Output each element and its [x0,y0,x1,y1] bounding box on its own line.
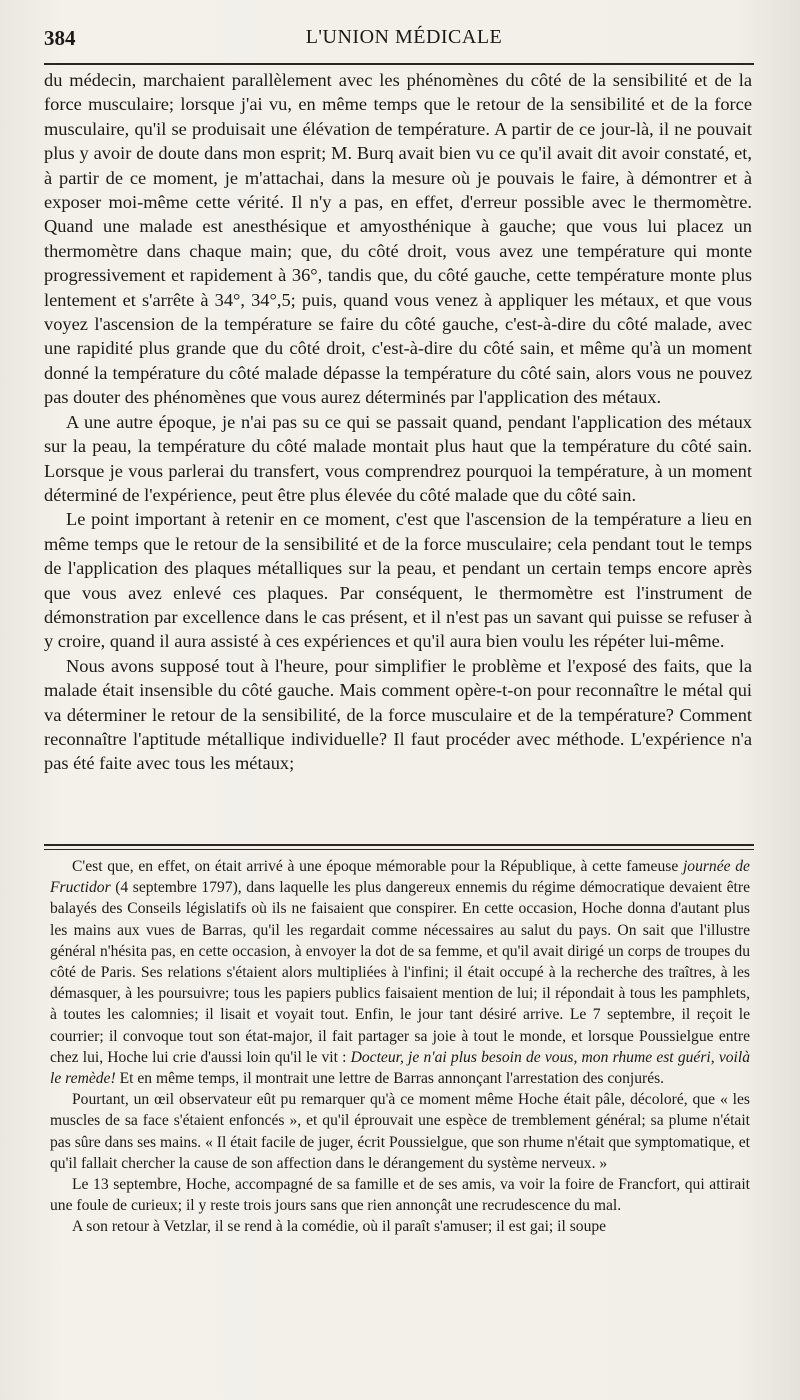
feuilleton-text: C'est que, en effet, on était arrivé à une époque mémorable pour la République, à cette fameuse [72,858,683,875]
feuilleton-italic: Docteur, je n'ai plus besoin de vous, mon rhume est guéri, voilà le remède! [50,1048,750,1088]
feuilleton-text: Et en même temps, il montrait une lettre de Barras annonçant l'arrestation des conjurés. [115,1070,665,1088]
feuilleton-rule-thin [44,849,754,850]
feuilleton [50,856,750,1238]
feuilleton-paragraph: Le 13 septembre, Hoche, accompagné de sa famille et de ses amis, va voir la foire de Francfort, qui attirait une foule de curieux; il y reste trois jours sans que rien annonçât une recrudescence du mal. [50,1176,750,1215]
header-rule [44,63,754,65]
feuilleton-paragraph: A son retour à Vetzlar, il se rend à la comédie, où il paraît s'amuser; il est gai; il soupe [72,1218,607,1236]
page-number: 384 [44,26,76,50]
feuilleton-rule [44,844,754,846]
feuilleton-italic: journée de Fructidor [50,858,750,897]
page-header [44,26,764,56]
article-paragraph: du médecin, marchaient parallèlement avec les phénomènes du côté de la sensibilité et de la force musculaire; lorsque j'ai vu, en même temps que le retour de la sensibilité et de la force musculaire, qu'il se produisait une élévation de température. A partir de ce jour-là, il ne pouvait plus y avoir de doute dans mon esprit; M. Burq avait bien vu ce qu'il avait dit avoir constaté, et, à partir de ce moment, je m'attachai, dans la mesure où je pouvais le faire, à démontrer et à exposer moi-même cette vérité. Il n'y a pas, en effet, d'erreur possible avec le thermomètre. Quand une malade est anesthésique et amyosthénique à gauche; que vous lui placez un thermomètre dans chaque main; que, du côté droit, vous avez une température qui monte progressivement et rapidement à 36°, tandis que, du côté gauche, cette température monte plus lentement et s'arrête à 34°, 34°,5; puis, quand vous venez à appliquer les métaux, et que vous voyez l'ascension de la température se faire du côté gauche, c'est-à-dire du côté malade, avec une rapidité plus grande que du côté droit, c'est-à-dire du côté sain, et même qu'à un moment donné la température du côté malade dépasse la température du côté sain, alors vous ne pouvez pas douter des phénomènes que vous aurez déterminés par l'application des métaux. [44,70,752,408]
article-paragraph: Nous avons supposé tout à l'heure, pour simplifier le problème et l'exposé des faits, que la malade était insensible du côté gauche. Mais comment opère-t-on pour reconnaître le métal qui va déterminer le retour de la sensibilité, de la force musculaire et de la température? Comment reconnaître l'aptitude métallique individuelle? Il faut procéder avec méthode. L'expérience n'a pas été faite avec tous les métaux; [44,655,752,774]
feuilleton-paragraph [50,856,750,1089]
article-body [44,68,752,776]
running-title: L'UNION MÉDICALE [305,26,503,48]
feuilleton-text: (4 septembre 1797), dans laquelle les plus dangereux ennemis du régime démocratique devaient être balayés des Conseils législatifs où ils ne faisaient que conspirer. En cette occasion, Hoche donna d'autant plus les mains aux vues de Barras, qu'il les regardait comme nécessaires au salut du pays. On sait que l'illustre général n'hésita pas, en cette occasion, à envoyer la dot de sa femme, et qu'il avait dirigé un corps de troupes du côté de Paris. Ses relations s'étaient alors multipliées à l'infini; il était occupé à la recherche des traîtres, à les démasquer, à les poursuivre; tous les papiers publics faisaient mention de lui; il répondait à tous les pamphlets, à toutes les calomnies; il lisait et voyait tout. Enfin, le jour tant désiré arrive. Le 7 septembre, il reçoit le courrier; il convoque tout son état-major, il fait partager sa joie à tout le monde, et lorsque Poussielgue entre chez lui, Hoche lui crie d'aussi loin qu'il le vit : [50,879,750,1066]
feuilleton-paragraph: Pourtant, un œil observateur eût pu remarquer qu'à ce moment même Hoche était pâle, décoloré, que « les muscles de sa face s'étaient enfoncés », et qu'il éprouvait une espèce de tremblement général; sa plume n'était pas sûre dans ses mains. « Il était facile de juger, écrit Poussielgue, que son rhume n'était que symptomatique, et qu'il fallait chercher la cause de son affection dans le dérangement du système nerveux. » [50,1091,750,1172]
article-paragraph: Le point important à retenir en ce moment, c'est que l'ascension de la température a lieu en même temps que le retour de la sensibilité et de la force musculaire; cela pendant tout le temps de l'application des plaques métalliques sur la peau, et pendant un certain temps encore après que vous avez enlevé ces plaques. Par conséquent, le thermomètre est l'instrument de démonstration par excellence dans le cas présent, et il n'est pas un savant qui puisse se refuser à y croire, quand il aura assisté à ces expériences et qu'il aura bien voulu les répéter lui-même. [44,509,752,652]
article-paragraph: A une autre époque, je n'ai pas su ce qui se passait quand, pendant l'application des métaux sur la peau, la température du côté malade montait plus haut que la température du côté sain. Lorsque je vous parlerai du transfert, vous comprendrez pourquoi la température, à un moment déterminé de l'expérience, peut être plus élevée du côté malade que du côté sain. [44,411,752,505]
